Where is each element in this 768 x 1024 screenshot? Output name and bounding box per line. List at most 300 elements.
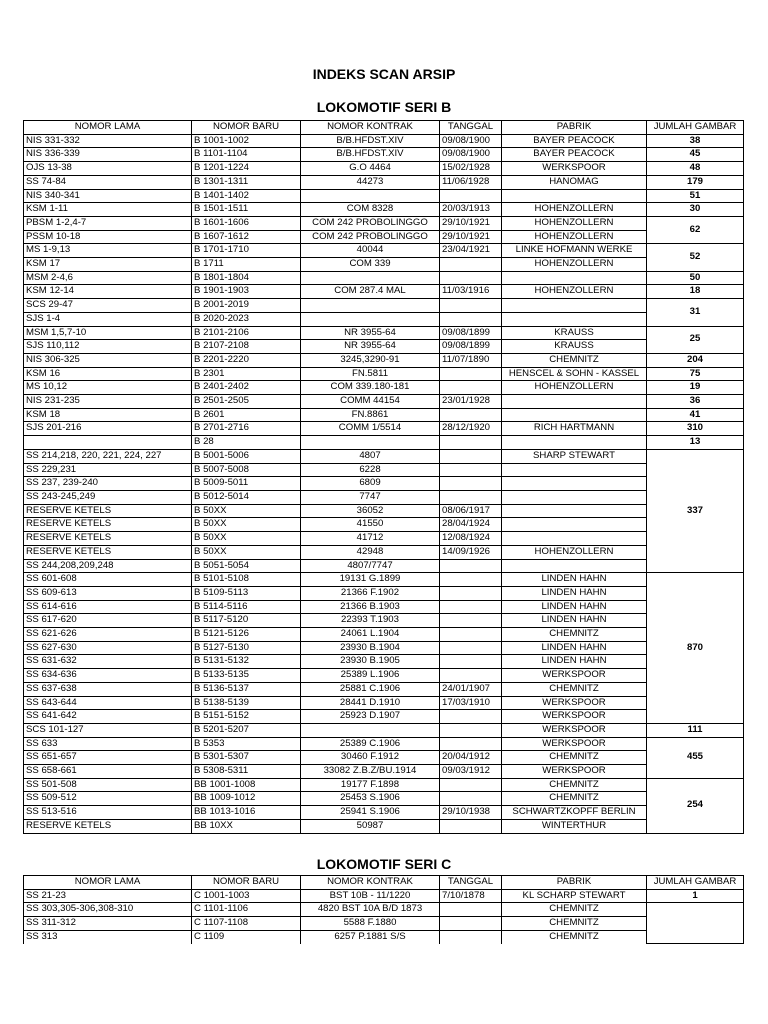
cell-jumlah-gambar: 45 xyxy=(647,148,744,162)
table-row xyxy=(24,148,744,162)
cell-pabrik xyxy=(502,504,647,518)
cell-nomor-kontrak: 24061 L.1904 xyxy=(301,628,440,642)
cell-nomor-baru: C 1107-1108 xyxy=(192,917,301,931)
cell-tanggal xyxy=(440,367,502,381)
cell-nomor-baru: B 2020-2023 xyxy=(192,312,301,326)
cell-nomor-kontrak: 5588 F.1880 xyxy=(301,917,440,931)
cell-pabrik: HENSCEL & SOHN - KASSEL xyxy=(502,367,647,381)
cell-tanggal xyxy=(440,463,502,477)
cell-nomor-lama: RESERVE KETELS xyxy=(24,545,192,559)
cell-pabrik xyxy=(502,532,647,546)
cell-nomor-kontrak: 19131 G.1899 xyxy=(301,573,440,587)
header-tanggal: TANGGAL xyxy=(440,121,502,135)
cell-nomor-kontrak: 41550 xyxy=(301,518,440,532)
cell-pabrik: HOHENZOLLERN xyxy=(502,285,647,299)
cell-nomor-lama: SS 21-23 xyxy=(24,889,192,903)
cell-nomor-kontrak: FN.8861 xyxy=(301,408,440,422)
table-row xyxy=(24,737,744,751)
table-row xyxy=(24,216,744,230)
cell-tanggal xyxy=(440,737,502,751)
cell-pabrik: CHEMNITZ xyxy=(502,903,647,917)
cell-nomor-lama: SS 244,208,209,248 xyxy=(24,559,192,573)
cell-nomor-baru: BB 10XX xyxy=(192,819,301,833)
cell-nomor-lama: MSM 1,5,7-10 xyxy=(24,326,192,340)
cell-nomor-baru: B 1711 xyxy=(192,258,301,272)
cell-nomor-kontrak: G.O 4464 xyxy=(301,162,440,176)
cell-nomor-lama: KSM 17 xyxy=(24,258,192,272)
cell-nomor-kontrak xyxy=(301,436,440,450)
cell-nomor-kontrak: 6809 xyxy=(301,477,440,491)
cell-nomor-kontrak: COM 287.4 MAL xyxy=(301,285,440,299)
cell-pabrik xyxy=(502,490,647,504)
cell-jumlah-gambar: 179 xyxy=(647,175,744,189)
cell-tanggal: 20/04/1912 xyxy=(440,751,502,765)
cell-nomor-lama: SS 501-508 xyxy=(24,778,192,792)
cell-nomor-lama: RESERVE KETELS xyxy=(24,532,192,546)
cell-pabrik: WERKSPOOR xyxy=(502,696,647,710)
cell-tanggal: 12/08/1924 xyxy=(440,532,502,546)
header-pabrik: PABRIK xyxy=(502,876,647,890)
cell-nomor-baru: B 5136-5137 xyxy=(192,682,301,696)
cell-jumlah-gambar: 75 xyxy=(647,367,744,381)
cell-jumlah-gambar: 111 xyxy=(647,723,744,737)
cell-nomor-lama: SS 237, 239-240 xyxy=(24,477,192,491)
cell-nomor-lama: SS 229,231 xyxy=(24,463,192,477)
cell-nomor-baru: B 5133-5135 xyxy=(192,669,301,683)
table-row xyxy=(24,682,744,696)
cell-nomor-baru: B 2107-2108 xyxy=(192,340,301,354)
cell-nomor-kontrak: 25881 C.1906 xyxy=(301,682,440,696)
cell-pabrik: HOHENZOLLERN xyxy=(502,545,647,559)
cell-nomor-kontrak: 22393 T.1903 xyxy=(301,614,440,628)
cell-pabrik: CHEMNITZ xyxy=(502,778,647,792)
table-seri-b xyxy=(23,120,744,834)
cell-nomor-baru: B 50XX xyxy=(192,532,301,546)
cell-nomor-baru: B 1301-1311 xyxy=(192,175,301,189)
cell-nomor-baru: C 1109 xyxy=(192,930,301,943)
cell-jumlah-gambar xyxy=(647,903,744,944)
cell-nomor-kontrak: 4807 xyxy=(301,449,440,463)
header-tanggal: TANGGAL xyxy=(440,876,502,890)
table-row xyxy=(24,917,744,931)
cell-nomor-kontrak: 33082 Z.B.Z/BU.1914 xyxy=(301,765,440,779)
cell-nomor-lama: SS 601-608 xyxy=(24,573,192,587)
cell-jumlah-gambar: 41 xyxy=(647,408,744,422)
cell-pabrik xyxy=(502,395,647,409)
cell-nomor-baru: BB 1009-1012 xyxy=(192,792,301,806)
table-row xyxy=(24,696,744,710)
cell-tanggal xyxy=(440,903,502,917)
cell-tanggal xyxy=(440,792,502,806)
cell-nomor-kontrak: COM 242 PROBOLINGGO xyxy=(301,216,440,230)
cell-nomor-kontrak: 4820 BST 10A B/D 1873 xyxy=(301,903,440,917)
cell-tanggal xyxy=(440,436,502,450)
cell-nomor-baru: B 5117-5120 xyxy=(192,614,301,628)
cell-tanggal xyxy=(440,600,502,614)
cell-nomor-kontrak: 28441 D.1910 xyxy=(301,696,440,710)
cell-nomor-kontrak: B/B.HFDST.XIV xyxy=(301,134,440,148)
cell-nomor-baru: B 1801-1804 xyxy=(192,271,301,285)
cell-nomor-kontrak: 25923 D.1907 xyxy=(301,710,440,724)
table-row xyxy=(24,422,744,436)
table-row xyxy=(24,518,744,532)
cell-nomor-lama: SS 509-512 xyxy=(24,792,192,806)
cell-tanggal: 09/03/1912 xyxy=(440,765,502,779)
cell-nomor-kontrak: 41712 xyxy=(301,532,440,546)
cell-pabrik: CHEMNITZ xyxy=(502,930,647,943)
cell-nomor-lama: SS 513-516 xyxy=(24,806,192,820)
cell-tanggal: 20/03/1913 xyxy=(440,203,502,217)
cell-nomor-baru: C 1101-1106 xyxy=(192,903,301,917)
cell-pabrik: LINDEN HAHN xyxy=(502,600,647,614)
cell-nomor-kontrak: 6228 xyxy=(301,463,440,477)
cell-nomor-baru: C 1001-1003 xyxy=(192,889,301,903)
cell-nomor-lama: NIS 336-339 xyxy=(24,148,192,162)
cell-tanggal xyxy=(440,628,502,642)
cell-nomor-lama: PBSM 1-2,4-7 xyxy=(24,216,192,230)
cell-pabrik xyxy=(502,463,647,477)
cell-nomor-baru: B 5151-5152 xyxy=(192,710,301,724)
cell-nomor-kontrak: 36052 xyxy=(301,504,440,518)
cell-nomor-baru: B 5051-5054 xyxy=(192,559,301,573)
cell-pabrik: HOHENZOLLERN xyxy=(502,230,647,244)
cell-nomor-lama: SS 651-657 xyxy=(24,751,192,765)
table-row xyxy=(24,490,744,504)
cell-pabrik: LINDEN HAHN xyxy=(502,641,647,655)
header-nomor-lama: NOMOR LAMA xyxy=(24,121,192,135)
cell-tanggal: 28/04/1924 xyxy=(440,518,502,532)
cell-jumlah-gambar: 204 xyxy=(647,353,744,367)
cell-pabrik: HOHENZOLLERN xyxy=(502,381,647,395)
table-seri-c xyxy=(23,875,744,944)
cell-nomor-baru: B 5109-5113 xyxy=(192,586,301,600)
table-row xyxy=(24,312,744,326)
header-nomor-kontrak: NOMOR KONTRAK xyxy=(301,876,440,890)
cell-pabrik: HANOMAG xyxy=(502,175,647,189)
cell-nomor-kontrak: COM 339 xyxy=(301,258,440,272)
cell-pabrik: CHEMNITZ xyxy=(502,792,647,806)
cell-jumlah-gambar: 19 xyxy=(647,381,744,395)
cell-nomor-baru: B 2101-2106 xyxy=(192,326,301,340)
cell-nomor-kontrak: 7747 xyxy=(301,490,440,504)
cell-nomor-baru: BB 1001-1008 xyxy=(192,778,301,792)
table-row xyxy=(24,532,744,546)
cell-nomor-lama: SS 617-620 xyxy=(24,614,192,628)
cell-pabrik: HOHENZOLLERN xyxy=(502,203,647,217)
cell-nomor-lama: KSM 18 xyxy=(24,408,192,422)
cell-nomor-kontrak xyxy=(301,189,440,203)
cell-tanggal xyxy=(440,490,502,504)
cell-tanggal: 15/02/1928 xyxy=(440,162,502,176)
cell-jumlah-gambar: 51 xyxy=(647,189,744,203)
table-row xyxy=(24,230,744,244)
table-row xyxy=(24,806,744,820)
cell-pabrik: HOHENZOLLERN xyxy=(502,258,647,272)
cell-tanggal: 08/06/1917 xyxy=(440,504,502,518)
cell-nomor-baru: B 5007-5008 xyxy=(192,463,301,477)
cell-nomor-lama: SS 658-661 xyxy=(24,765,192,779)
table-row xyxy=(24,778,744,792)
cell-nomor-lama: NIS 306-325 xyxy=(24,353,192,367)
cell-jumlah-gambar: 25 xyxy=(647,326,744,353)
cell-tanggal xyxy=(440,408,502,422)
cell-nomor-kontrak xyxy=(301,312,440,326)
cell-nomor-baru: B 5121-5126 xyxy=(192,628,301,642)
page-title: INDEKS SCAN ARSIP xyxy=(312,66,456,82)
cell-nomor-kontrak: COM 242 PROBOLINGGO xyxy=(301,230,440,244)
cell-nomor-lama: NIS 340-341 xyxy=(24,189,192,203)
cell-nomor-lama: NIS 331-332 xyxy=(24,134,192,148)
table-row xyxy=(24,600,744,614)
cell-nomor-lama: MSM 2-4,6 xyxy=(24,271,192,285)
cell-pabrik: CHEMNITZ xyxy=(502,628,647,642)
table-row xyxy=(24,299,744,313)
cell-tanggal: 28/12/1920 xyxy=(440,422,502,436)
cell-nomor-kontrak: 6257 P.1881 S/S xyxy=(301,930,440,943)
table-row xyxy=(24,189,744,203)
cell-tanggal: 09/08/1899 xyxy=(440,326,502,340)
cell-pabrik: WERKSPOOR xyxy=(502,669,647,683)
table-row xyxy=(24,477,744,491)
cell-nomor-lama: SS 243-245,249 xyxy=(24,490,192,504)
cell-nomor-lama: SS 303,305-306,308-310 xyxy=(24,903,192,917)
cell-nomor-baru: B 5131-5132 xyxy=(192,655,301,669)
cell-pabrik xyxy=(502,299,647,313)
table-row xyxy=(24,559,744,573)
cell-pabrik: BAYER PEACOCK xyxy=(502,134,647,148)
cell-nomor-kontrak: 23930 B.1905 xyxy=(301,655,440,669)
table-row xyxy=(24,628,744,642)
cell-nomor-lama: SS 633 xyxy=(24,737,192,751)
cell-tanggal xyxy=(440,819,502,833)
table-row xyxy=(24,710,744,724)
cell-tanggal xyxy=(440,381,502,395)
cell-tanggal xyxy=(440,930,502,943)
table-row xyxy=(24,669,744,683)
cell-nomor-kontrak: 40044 xyxy=(301,244,440,258)
cell-nomor-lama: SCS 29-47 xyxy=(24,299,192,313)
cell-nomor-lama: SJS 110,112 xyxy=(24,340,192,354)
cell-nomor-kontrak: 4807/7747 xyxy=(301,559,440,573)
table-row xyxy=(24,367,744,381)
cell-nomor-baru: B 50XX xyxy=(192,504,301,518)
table-row xyxy=(24,258,744,272)
cell-nomor-lama: SCS 101-127 xyxy=(24,723,192,737)
cell-nomor-kontrak: 25389 L.1906 xyxy=(301,669,440,683)
cell-nomor-lama: SS 614-616 xyxy=(24,600,192,614)
header-nomor-baru: NOMOR BARU xyxy=(192,121,301,135)
cell-nomor-lama: OJS 13-38 xyxy=(24,162,192,176)
cell-pabrik: WERKSPOOR xyxy=(502,710,647,724)
table-row xyxy=(24,641,744,655)
cell-jumlah-gambar: 30 xyxy=(647,203,744,217)
cell-nomor-kontrak: 21366 F.1902 xyxy=(301,586,440,600)
cell-nomor-baru: B 50XX xyxy=(192,545,301,559)
cell-pabrik xyxy=(502,477,647,491)
table-row xyxy=(24,381,744,395)
table-row xyxy=(24,463,744,477)
cell-nomor-lama: SS 214,218, 220, 221, 224, 227 xyxy=(24,449,192,463)
cell-tanggal: 29/10/1938 xyxy=(440,806,502,820)
cell-nomor-kontrak: COMM 44154 xyxy=(301,395,440,409)
cell-tanggal xyxy=(440,258,502,272)
cell-nomor-baru: B 5127-5130 xyxy=(192,641,301,655)
cell-nomor-baru: B 5114-5116 xyxy=(192,600,301,614)
table-row xyxy=(24,203,744,217)
table-body xyxy=(24,134,744,833)
cell-nomor-lama: SS 74-84 xyxy=(24,175,192,189)
cell-pabrik: KRAUSS xyxy=(502,326,647,340)
cell-nomor-lama: RESERVE KETELS xyxy=(24,819,192,833)
cell-nomor-baru: B 5001-5006 xyxy=(192,449,301,463)
cell-nomor-lama: SJS 201-216 xyxy=(24,422,192,436)
cell-pabrik xyxy=(502,518,647,532)
table-row xyxy=(24,792,744,806)
table-row xyxy=(24,340,744,354)
table-row xyxy=(24,162,744,176)
table-row xyxy=(24,723,744,737)
cell-tanggal xyxy=(440,477,502,491)
table-row xyxy=(24,504,744,518)
cell-nomor-lama: MS 10,12 xyxy=(24,381,192,395)
table-header-row xyxy=(24,121,744,135)
cell-tanggal: 23/01/1928 xyxy=(440,395,502,409)
table-row xyxy=(24,655,744,669)
table-row xyxy=(24,408,744,422)
cell-pabrik xyxy=(502,312,647,326)
header-jumlah-gambar: JUMLAH GAMBAR xyxy=(647,876,744,890)
cell-nomor-lama: SS 609-613 xyxy=(24,586,192,600)
cell-nomor-lama: SS 634-636 xyxy=(24,669,192,683)
cell-nomor-kontrak: COM 339.180-181 xyxy=(301,381,440,395)
cell-nomor-baru: BB 1013-1016 xyxy=(192,806,301,820)
cell-nomor-baru: B 1901-1903 xyxy=(192,285,301,299)
cell-nomor-baru: B 50XX xyxy=(192,518,301,532)
section-title-seri-b: LOKOMOTIF SERI B xyxy=(316,99,452,115)
cell-nomor-kontrak: 3245,3290-91 xyxy=(301,353,440,367)
table-row xyxy=(24,271,744,285)
cell-nomor-lama: SS 643-644 xyxy=(24,696,192,710)
table-row xyxy=(24,244,744,258)
cell-nomor-kontrak: COMM 1/5514 xyxy=(301,422,440,436)
table-row xyxy=(24,586,744,600)
cell-tanggal xyxy=(440,723,502,737)
cell-pabrik: KL SCHARP STEWART xyxy=(502,889,647,903)
cell-tanggal: 11/06/1928 xyxy=(440,175,502,189)
cell-pabrik: WERKSPOOR xyxy=(502,162,647,176)
cell-tanggal: 29/10/1921 xyxy=(440,230,502,244)
cell-pabrik: LINDEN HAHN xyxy=(502,586,647,600)
cell-jumlah-gambar: 62 xyxy=(647,216,744,243)
cell-nomor-lama: RESERVE KETELS xyxy=(24,504,192,518)
cell-pabrik: LINDEN HAHN xyxy=(502,655,647,669)
cell-pabrik xyxy=(502,436,647,450)
cell-jumlah-gambar: 31 xyxy=(647,299,744,326)
header-nomor-kontrak: NOMOR KONTRAK xyxy=(301,121,440,135)
cell-pabrik: WERKSPOOR xyxy=(502,765,647,779)
cell-nomor-baru: B 1101-1104 xyxy=(192,148,301,162)
cell-pabrik: CHEMNITZ xyxy=(502,917,647,931)
cell-jumlah-gambar: 455 xyxy=(647,737,744,778)
cell-nomor-baru: B 2401-2402 xyxy=(192,381,301,395)
cell-nomor-baru: B 28 xyxy=(192,436,301,450)
cell-tanggal: 09/08/1900 xyxy=(440,134,502,148)
cell-pabrik: SHARP STEWART xyxy=(502,449,647,463)
cell-nomor-kontrak: FN.5811 xyxy=(301,367,440,381)
cell-nomor-kontrak xyxy=(301,723,440,737)
cell-nomor-baru: B 5138-5139 xyxy=(192,696,301,710)
table-row xyxy=(24,175,744,189)
table-row xyxy=(24,765,744,779)
cell-nomor-lama: SS 313 xyxy=(24,930,192,943)
cell-nomor-baru: B 5201-5207 xyxy=(192,723,301,737)
cell-pabrik xyxy=(502,271,647,285)
cell-tanggal: 7/10/1878 xyxy=(440,889,502,903)
cell-nomor-kontrak: 23930 B.1904 xyxy=(301,641,440,655)
cell-nomor-baru: B 1501-1511 xyxy=(192,203,301,217)
table-body xyxy=(24,889,744,943)
cell-nomor-lama: SS 627-630 xyxy=(24,641,192,655)
cell-nomor-baru: B 2501-2505 xyxy=(192,395,301,409)
cell-nomor-lama: KSM 16 xyxy=(24,367,192,381)
cell-tanggal: 09/08/1900 xyxy=(440,148,502,162)
cell-nomor-kontrak: 25941 S.1906 xyxy=(301,806,440,820)
cell-pabrik: SCHWARTZKOPFF BERLIN xyxy=(502,806,647,820)
cell-pabrik: CHEMNITZ xyxy=(502,682,647,696)
cell-nomor-lama: SS 621-626 xyxy=(24,628,192,642)
cell-nomor-baru: B 2201-2220 xyxy=(192,353,301,367)
cell-jumlah-gambar: 36 xyxy=(647,395,744,409)
cell-nomor-kontrak: B/B.HFDST.XIV xyxy=(301,148,440,162)
cell-nomor-kontrak xyxy=(301,299,440,313)
cell-pabrik: CHEMNITZ xyxy=(502,353,647,367)
cell-nomor-kontrak: 30460 F.1912 xyxy=(301,751,440,765)
cell-nomor-kontrak: 50987 xyxy=(301,819,440,833)
cell-nomor-kontrak: 42948 xyxy=(301,545,440,559)
cell-tanggal xyxy=(440,449,502,463)
cell-nomor-kontrak: 44273 xyxy=(301,175,440,189)
cell-nomor-lama: SS 311-312 xyxy=(24,917,192,931)
cell-nomor-baru: B 1701-1710 xyxy=(192,244,301,258)
cell-tanggal: 14/09/1926 xyxy=(440,545,502,559)
cell-nomor-lama: SS 631-632 xyxy=(24,655,192,669)
cell-nomor-baru: B 1401-1402 xyxy=(192,189,301,203)
cell-nomor-kontrak xyxy=(301,271,440,285)
cell-nomor-baru: B 2001-2019 xyxy=(192,299,301,313)
cell-pabrik: WERKSPOOR xyxy=(502,737,647,751)
cell-tanggal xyxy=(440,710,502,724)
cell-pabrik: LINDEN HAHN xyxy=(502,614,647,628)
table-row xyxy=(24,819,744,833)
cell-nomor-kontrak: 19177 F.1898 xyxy=(301,778,440,792)
cell-tanggal xyxy=(440,299,502,313)
table-row xyxy=(24,326,744,340)
header-nomor-baru: NOMOR BARU xyxy=(192,876,301,890)
cell-tanggal xyxy=(440,655,502,669)
cell-nomor-baru: B 1001-1002 xyxy=(192,134,301,148)
cell-tanggal xyxy=(440,312,502,326)
cell-nomor-lama xyxy=(24,436,192,450)
cell-nomor-baru: B 5353 xyxy=(192,737,301,751)
table-row xyxy=(24,436,744,450)
cell-tanggal: 11/03/1916 xyxy=(440,285,502,299)
cell-tanggal: 09/08/1899 xyxy=(440,340,502,354)
cell-nomor-lama: SS 637-638 xyxy=(24,682,192,696)
cell-tanggal xyxy=(440,778,502,792)
cell-nomor-kontrak: COM 8328 xyxy=(301,203,440,217)
cell-jumlah-gambar: 1 xyxy=(647,889,744,903)
cell-nomor-baru: B 5009-5011 xyxy=(192,477,301,491)
